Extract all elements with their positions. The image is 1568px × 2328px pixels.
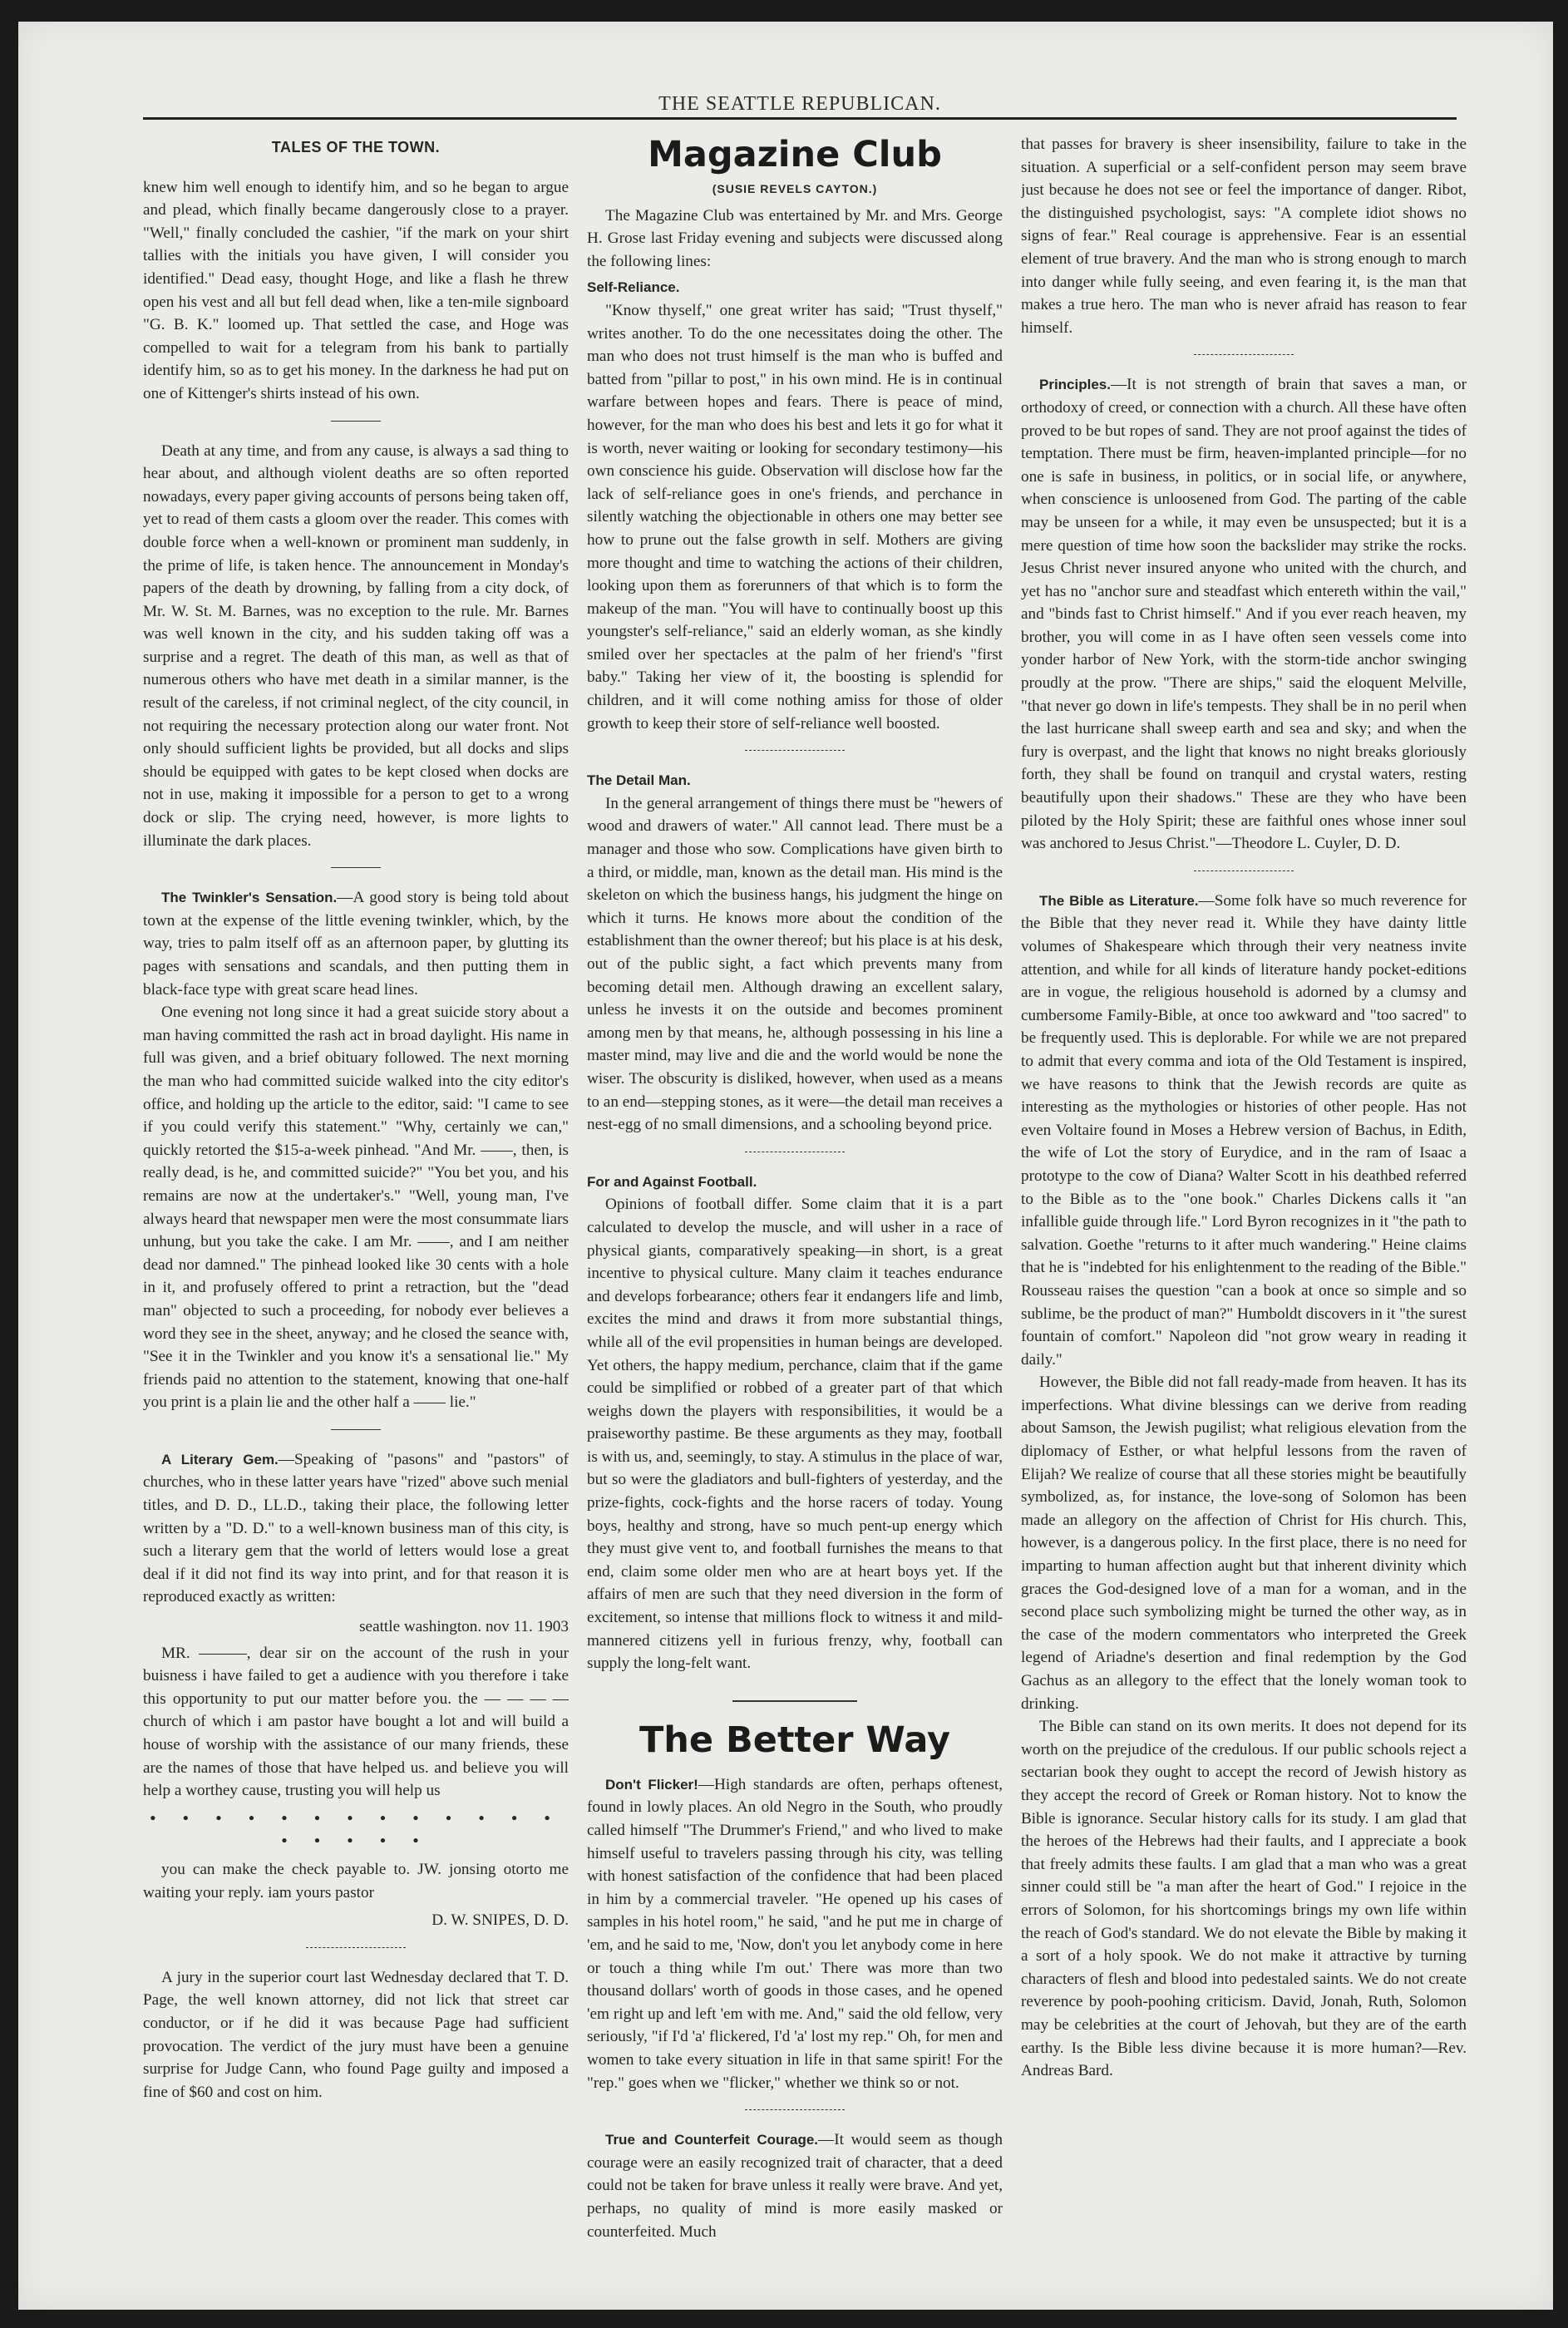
magazine-club-title: Magazine Club — [648, 134, 942, 175]
letter-close: you can make the check payable to. JW. jonsing otorto me waiting your reply. iam yours pastor — [143, 1860, 569, 1901]
article-paragraph: True and Counterfeit Courage.—It would seem as though courage were an easily recognized trait of character, that a deed could not be taken for brave unless it really were brave. And yet, perhaps, no quality of mind is more easily masked or counterfeited. Much — [587, 2131, 1003, 2241]
article-paragraph: that passes for bravery is sheer insensibility, failure to take in the situation. A superficial or a self-confident person may seem brave just because he does not see or feel the importance of danger. Ribot, the distinguished psychologist, says: "A complete idiot shows no signs of fear." Real courage is apprehensive. Fear is an essential element of true bravery. And the man who is strong enough to march into danger while fully seeing, and even fearing it, is the man that makes a true hero. The man who is never afraid has reason to fear himself. — [1021, 136, 1467, 337]
subhead: Self-Reliance. — [587, 279, 680, 296]
section-title: TALES OF THE TOWN. — [271, 139, 441, 155]
run-in-head: The Bible as Literature. — [1039, 892, 1199, 909]
divider — [745, 750, 845, 751]
article-paragraph: The Magazine Club was entertained by Mr. and Mrs. George H. Grose last Friday evening and subjects were discussed along the following lines: — [587, 206, 1003, 270]
column-2 — [587, 133, 1003, 2286]
article-paragraph: "Know thyself," one great writer has said; "Trust thyself," writes another. To do the one necessitates doing the other. The man who does not trust himself is the man who is buffed and batted from "pillar to post," in his own mind. He is in continual warfare between hopes and fears. There is peace of mind, however, for the man who does his best and lets it go for what it is worth, never waiting or looking for secondary testimony—his own conscience his guide. Observation will disclose how far the lack of self-reliance goes in one's friends, and perchance in silently watching the objectionable in others one may better see how to prune out the false growth in self. Mothers are giving more thought and time to watching the actions of their children, looking upon them as forerunners of that which is to form the makeup of the man. "You will have to continually boost up this youngster's self-reliance," said an elderly woman, as she kindly smiled over her spectacles at the palm of her friend's "first baby." Taking her view of it, the boosting is splendid for children, and it will come nothing amiss for those of older growth to keep their store of self-reliance well boosted. — [587, 301, 1003, 732]
letter-signature: D. W. SNIPES, D. D. — [431, 1911, 569, 1930]
divider — [732, 1700, 857, 1702]
article-paragraph: One evening not long since it had a great suicide story about a man having committed the rash act in broad daylight. His name in full was given, and a brief obituary followed. The next morning the man who had committed suicide walked into the city editor's office, and holding up the article to the editor, said: "I came to see if you could verify this statement." "Why, certainly we can," quickly retorted the $15-a-week pinhead. "And Mr. ——, then, is really dead, is he, and committed suicide?" "You bet you, and his remains are now at the undertaker's." "Well, young man, I've always heard that newspaper men were the most consummate liars unhung, but you take the cake. I am Mr. ——, and I am neither dead nor damned." The pinhead looked like 30 cents with a hole in it, and profusely offered to print a retraction, but the "dead man" objected to such a proceeding, for nobody ever believes a word they see in the sheet, anyway; and he closed the seance with, "See it in the Twinkler and you know it's a sensational lie." My friends paid no attention to the statement, knowing that one-half you print is a plain lie and the other half a —— lie." — [143, 1004, 569, 1412]
letter-date: seattle washington. nov 11. 1903 — [359, 1618, 569, 1636]
subhead: The Detail Man. — [587, 772, 691, 789]
divider — [306, 1947, 406, 1948]
article-paragraph: The Bible can stand on its own merits. It does not depend for its worth on the prejudice of the credulous. If our public schools reject a sectarian book they ought to accept the record of Jewish history as they accept the record of Greek or Roman history. Not to know the Bible is ignorance. Secular history calls for its study. I am glad that the heroes of the Hebrews had their faults, and I appreciate a book that freely admits these faults. I am glad that a man who was a great sinner could still be "a man after the heart of God." I rejoice in the errors of Solomon, for his shortcomings brings my own life within the reach of God's standard. We do not elevate the Bible by making it a sort of a holy spook. We do not make it attractive by turning characters of flesh and blood into pedestaled saints. We do not create reverence by pooh-poohing criticism. David, Jonah, Ruth, Solomon may be celebrities at the court of Jehovah, but they are of the earth earthy. Is the Bible less divine because it is more human?—Rev. Andreas Bard. — [1021, 1718, 1467, 2080]
masthead: THE SEATTLE REPUBLICAN. — [143, 93, 1457, 120]
article-paragraph: Don't Flicker!—High standards are often, perhaps oftenest, found in lowly places. An old Negro in the South, who proudly called himself "The Drummer's Friend," and who lived to make himself useful to travelers passing through his city, was telling with honest satisfaction of the confidence that had been placed in him by a commercial traveler. "He opened up his cases of samples in his hotel room," he said, "and he put me in charge of 'em, and he said to me, 'Now, don't you let anybody come in here or touch a thing while I'm out.' There was more than two thousand dollars' worth of goods in those cases, and he opened 'em right up and left 'em with me. And," said the old fellow, very seriously, "if I'd 'a' flickered, I'd 'a' lost my rep." Oh, for men and women to take every situation in life in that same spirit! For the "rep." goes when we "flicker," whether we think so or not. — [587, 1775, 1003, 2092]
article-paragraph: In the general arrangement of things there must be "hewers of wood and drawers of water." All cannot lead. There must be a manager and those who sow. Complications have given birth to a third, or middle, man, known as the detail man. His mind is the skeleton on which the business hangs, his judgment the hinge on which it turns. He knows more about the condition of the establishment than the owner thereof; but his place is at his desk, out of the public sight, a fact which prevents many from becoming detail men. Although drawing an excellent salary, unless he invests it on the outside and becomes prominent among men by that means, he, although possessing in his line a master mind, may live and die and the world would be none the wiser. The obscurity is disliked, however, when used as a means to an end—stepping stones, as it were—the detail man receives a nest-egg of no small dimensions, and a schooling beyond price. — [587, 794, 1003, 1134]
divider — [1194, 354, 1294, 355]
run-in-head: Principles. — [1039, 377, 1111, 393]
column-3 — [1021, 133, 1467, 2286]
article-paragraph: Death at any time, and from any cause, is always a sad thing to hear about, and although violent deaths are so often reported nowadays, every paper giving accounts of persons being taken off, yet to read of them casts a gloom over the reader. This comes with double force when a well-known or prominent man suddenly, in the prime of life, is taken hence. The announcement in Monday's papers of the death by drowning, by falling from a city dock, of Mr. W. St. M. Barnes, was no exception to the rule. Mr. Barnes was well known in the city, and his sudden taking off was a surprise and a regret. The death of this man, as well as that of numerous others who have met death in a similar manner, is the result of the careless, if not criminal neglect, of the city council, in not requiring the necessary protection along our water front. Not only should sufficient lights be provided, but all docks and slips should be equipped with gates to be kept closed when docks are not in use, making it impossible for a person to get to a wrong dock or slip. The crying need, however, is more lights to illuminate the dark places. — [143, 441, 569, 850]
better-way-title: The Better Way — [639, 1719, 951, 1761]
article-paragraph: Principles.—It is not strength of brain that saves a man, or orthodoxy of creed, or connection with a church. All these have often proved to be but ropes of sand. They are not proof against the tides of temptation. There must be firm, heaven-implanted principle—for no one is safe in business, in politics, or in social life, or anywhere, when conscience is unloosened from God. The parting of the cable may be unseen for a while, it may even be unsuspected; but it is a mere question of time how soon the backslider may strike the rocks. Jesus Christ never insured anyone who united with the church, and yet has no "anchor sure and steadfast which entereth within the vail," and "binds fast to Christ himself." And if you ever reach heaven, my brother, you will come in as I have often seen vessels come into yonder harbor of New York, with the storm-tide anchor swinging proudly at the prow. "There are ships," said the eloquent Melville, "that never go down in life's tempests. They shall be in no peril when the last hurricane shall sweep earth and sea and sky; and when the fury is overpast, and the light that knows no night breaks gloriously forth, they shall be found on tranquil and crystal waters, resting beautifully upon their shadows." These are they who have been piloted by the Holy Spirit; these are faithful ones whose inner soul was anchored to Jesus Christ."—Theodore L. Cuyler, D. D. — [1021, 376, 1467, 853]
run-in-head: Don't Flicker! — [605, 1776, 698, 1793]
letter-dots: • • • • • • • • • • • • • • • • • • — [150, 1809, 562, 1851]
newspaper-page — [18, 22, 1553, 2310]
article-paragraph: A jury in the superior court last Wednesday declared that T. D. Page, the well known attorney, did not lick that street car conductor, or if he did it was because Page had sufficient provocation. The verdict of the jury must have been a genuine surprise for Judge Cann, who found Page guilty and imposed a fine of $60 and cost on him. — [143, 1968, 569, 2101]
article-paragraph: However, the Bible did not fall ready-made from heaven. It has its imperfections. What divine blessings can we derive from reading about Samson, the Jewish pugilist; what religious elevation from the diplomacy of Esther, or what helpful lessons from the raven of Elijah? We realize of course that all these stories might be beautifully symbolized, as, for instance, the love-song of Solomon has been made an allegory on the affection of Christ for His church. This, however, is a dangerous policy. In the first place, there is no need for imparting to human affection aught but that inherent divinity which graces the God-designed love of a man for a woman, and in the second place such symbolizing might be turned the other way, as in the case of the modern commentators who interpreted the Greek legend of Ariadne's desertion and final redemption by the God Gachus as an allegory to the effect that the lonely woman took to drinking. — [1021, 1374, 1467, 1713]
divider — [331, 867, 381, 868]
subhead: For and Against Football. — [587, 1173, 757, 1190]
run-in-head: The Twinkler's Sensation. — [161, 890, 338, 906]
run-in-head: A Literary Gem. — [161, 1451, 279, 1467]
article-paragraph: A Literary Gem.—Speaking of "pasons" and "pastors" of churches, who in these latter years have "rized" above such menial titles, and D. D., LL.D., taking their place, the following letter written by a "D. D." to a well-known business man of this city, is such a literary gem that the world of letters would lose a great deal if it did not find its way into print, and for that reason it is reproduced exactly as written: — [143, 1450, 569, 1606]
column-1 — [143, 133, 569, 2286]
letter-body: MR. ———, dear sir on the account of the rush in your buisness i have failed to get a audience with you therefore i take this opportunity to put our matter before you. the — — — — church of which i am pastor have bought a lot and will build a house of worship with the assistance of our many friends, these are the names of those that have helped us. and believe you will help a worthey cause, trusting you will help us — [143, 1644, 569, 1800]
divider — [331, 1429, 381, 1430]
article-paragraph: The Bible as Literature.—Some folk have so much reverence for the Bible that they never read it. While they have dainty little volumes of Shakespeare which through their very neatness invite attention, and while for all kinds of literature handy pocket-editions are in vogue, the religious household is adorned by a clumsy and cumbersome Family-Bible, at once too awkward and "too sacred" to be frequently used. This is deplorable. For while we are not prepared to admit that every comma and iota of the Old Testament is inspired, we have reasons to think that the Jewish records are quite as interesting as the mythologies or histories of other people. Has not even Voltaire found in Moses a Hebrew version of Bachus, in Edith, the wife of Lot the story of Eurydice, and in the ram of Isaac a prototype to the cow of Diana? Walter Scott in his deathbed referred to the Bible as to the "one book." Charles Dickens calls it "an infallible guide through life." Lord Byron recognizes in it "the path to salvation. Goethe "returns to it after much wandering." Heine claims that he is "indebted for his enlightenment to the reading of the Bible." Rousseau raises the question "can a book at once so simple and so sublime, be the product of man?" Humboldt discovers in it "the surest fountain of comfort." Napoleon did "not grow weary in reading it daily." — [1021, 891, 1467, 1369]
divider — [745, 2109, 845, 2110]
article-paragraph: knew him well enough to identify him, and so he began to argue and plead, which finally became dangerously close to a prayer. "Well," finally concluded the cashier, "if the mark on your shirt tallies with the initials you have given, I will consider you identified." Dead easy, thought Hoge, and like a flash he threw open his vest and all but fell dead when, like a ten-mile signboard "G. B. K." loomed up. That settled the case, and Hoge was compelled to wait for a telegram from his bank to partially identify him, so as to get his money. In the darkness he had put on one of Kittenger's shirts instead of his own. — [143, 178, 569, 402]
run-in-head: True and Counterfeit Courage. — [605, 2132, 819, 2148]
article-paragraph: The Twinkler's Sensation.—A good story is being told about town at the expense of the little evening twinkler, which, by the way, tries to palm itself off as an afternoon paper, by glutting its pages with sensations and scandals, and then putting them in black-face type with great scare head lines. — [143, 889, 569, 999]
article-paragraph: Opinions of football differ. Some claim that it is a part calculated to develop the muscle, and will usher in a race of physical giants, comparatively speaking—in short, is a great incentive to physical culture. Many claim it teaches endurance and develops forbearance; others fear it endangers life and limb, excites the mind and draws it from more substantial things, while all of the evil propensities in human beings are developed. Yet others, the happy medium, perchance, claim that if the game could be simplified or robbed of a greater part of that which weighs down the players with responsibilities, it would be a praiseworthy pastime. Be these arguments as they may, football is with us, and, seemingly, to stay. A stimulus in the place of war, but so were the gladiators and bull-fighters of yesterday, and the prize-fights, cock-fights and the horse racers of today. Young boys, healthy and strong, have so much pent-up energy which they must give vent to, and football furnishes the means to that end, claim some older men who are at heart boys yet. If the affairs of men are such that they need diversion in the form of excitement, so intense that millions flock to witness it and mild-mannered citizens yell in furious frenzy, why, football can supply the long-felt want. — [587, 1196, 1003, 1673]
divider — [331, 421, 381, 422]
byline: (SUSIE REVELS CAYTON.) — [712, 182, 878, 195]
